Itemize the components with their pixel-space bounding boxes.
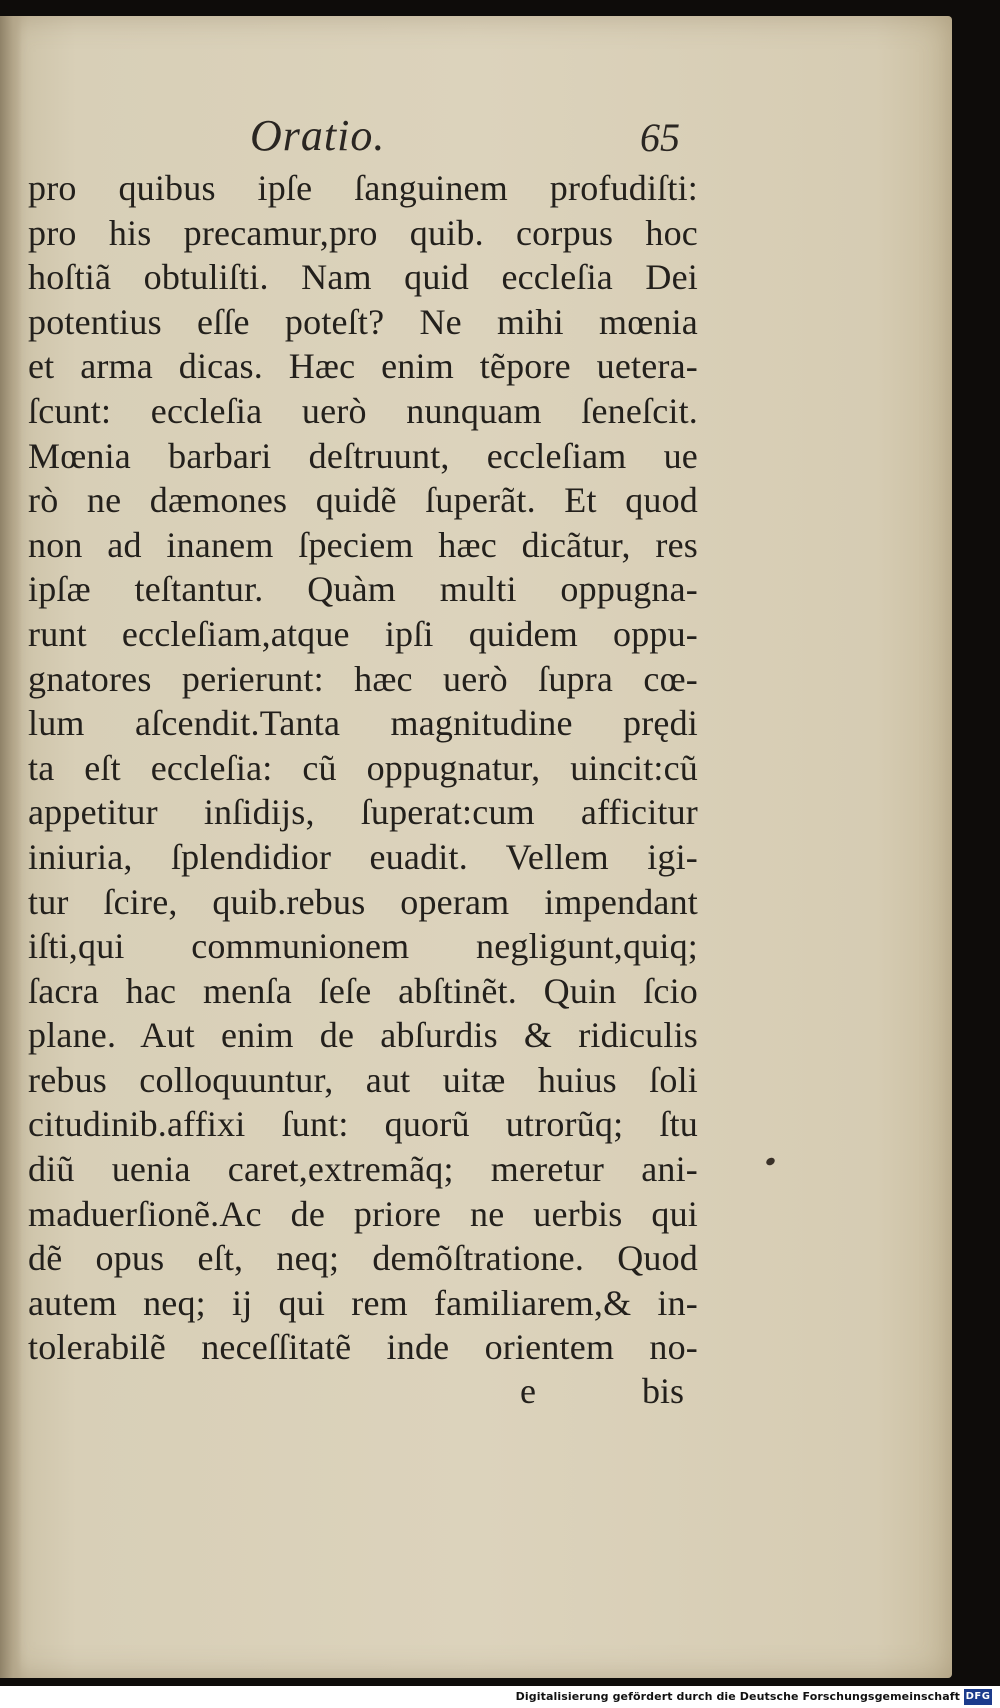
- catchword-line: [520, 1370, 695, 1414]
- text-line: tur ſcire, quib.rebus operam impendant: [28, 881, 698, 922]
- text-line: pro quibus ipſe ſanguinem profudiſti:: [28, 168, 698, 208]
- text-line: ſacra hac menſa ſeſe abſtinẽt. Quin ſcio: [28, 970, 698, 1011]
- text-line: ipſæ teſtantur. Quàm multi oppugna-: [28, 569, 698, 610]
- body-text: [28, 166, 698, 1370]
- page-number: 65: [640, 115, 680, 160]
- text-line: hoſtiã obtuliſti. Nam quid eccleſia Dei: [28, 257, 698, 298]
- text-line: plane. Aut enim de abſurdis & ridiculis: [28, 1015, 698, 1056]
- book-page: [0, 16, 952, 1678]
- text-line: dẽ opus eſt, neq; demõſtratione. Quod: [28, 1238, 698, 1279]
- ink-spot: [765, 1156, 776, 1167]
- text-line: citudinib.affixi ſunt: quorũ utrorũq; ſtu: [28, 1104, 698, 1145]
- text-line: pro his precamur,pro quib. corpus hoc: [28, 212, 698, 253]
- text-line: Mœnia barbari deſtruunt, eccleſiam ue: [28, 435, 698, 476]
- text-line: runt eccleſiam,atque ipſi quidem oppu-: [28, 613, 698, 654]
- text-line: ſcunt: eccleſia uerò nunquam ſeneſcit.: [28, 390, 698, 431]
- signature-mark: e: [520, 1371, 536, 1411]
- catchword: bis: [642, 1371, 685, 1411]
- text-line: ta eſt eccleſia: cũ oppugnatur, uincit:cũ: [28, 747, 698, 788]
- text-line: diũ uenia caret,extremãq; meretur ani-: [28, 1149, 698, 1190]
- text-line: appetitur inſidijs, ſuperat:cum afficitur: [28, 792, 698, 833]
- digitization-credit: Digitalisierung gefördert durch die Deutsche Forschungsgemeinschaft: [515, 1690, 960, 1703]
- text-line: autem neq; ij qui rem familiarem,& in-: [28, 1282, 698, 1323]
- text-line: rò ne dæmones quidẽ ſuperãt. Et quod: [28, 480, 698, 521]
- text-line: rebus colloquuntur, aut uitæ huius ſoli: [28, 1059, 698, 1100]
- text-line: et arma dicas. Hæc enim tẽpore uetera-: [28, 346, 698, 387]
- running-head: Oratio.: [250, 111, 386, 160]
- text-line: iniuria, ſplendidior euadit. Vellem igi-: [28, 836, 698, 877]
- text-line: maduerſionẽ.Ac de priore ne uerbis qui: [28, 1193, 698, 1234]
- text-line: potentius eſſe poteſt? Ne mihi mœnia: [28, 301, 698, 342]
- text-line: iſti,qui communionem negligunt,quiq;: [28, 926, 698, 967]
- page-binding-shadow: [0, 16, 22, 1678]
- dfg-logo: DFG: [964, 1689, 992, 1705]
- text-line: lum aſcendit.Tanta magnitudine prędi: [28, 703, 698, 744]
- text-line: non ad inanem ſpeciem hæc dicãtur, res: [28, 524, 698, 565]
- text-line: tolerabilẽ neceſſitatẽ inde orientem no-: [28, 1327, 698, 1368]
- text-line: gnatores perierunt: hæc uerò ſupra cœ-: [28, 658, 698, 699]
